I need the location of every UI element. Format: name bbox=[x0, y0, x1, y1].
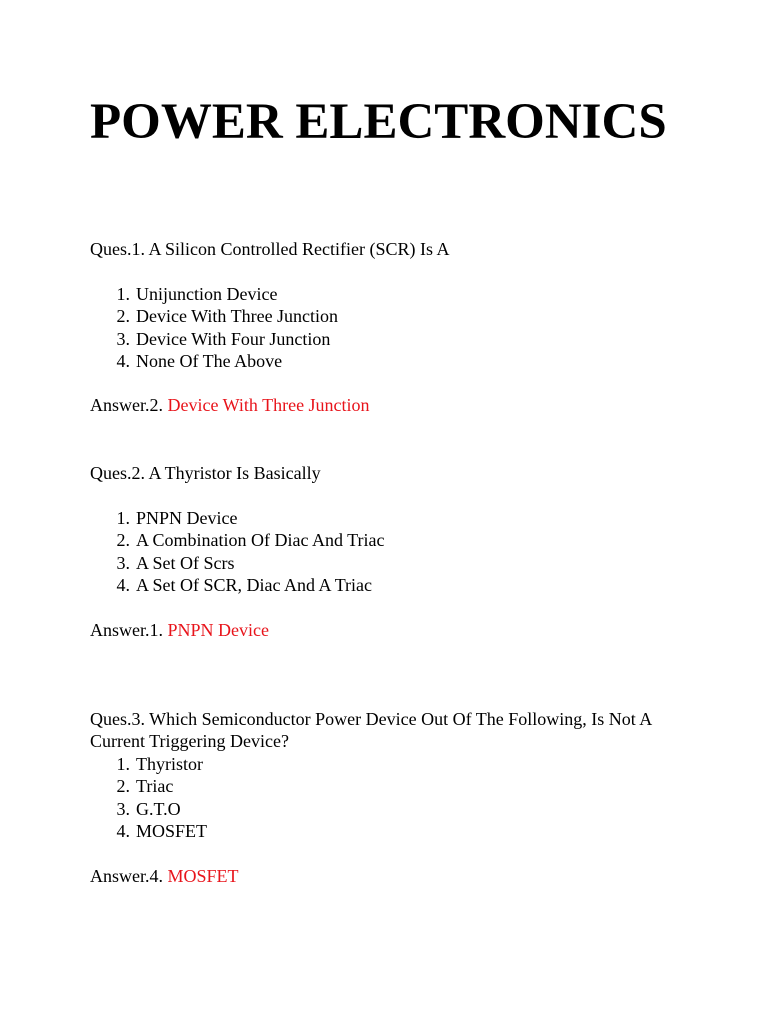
question-1-answer bbox=[90, 394, 370, 416]
option-number: 3. bbox=[116, 798, 130, 819]
option-number: 4. bbox=[116, 574, 130, 595]
question-2-answer bbox=[90, 619, 269, 641]
option-text: Triac bbox=[136, 776, 174, 797]
option-number: 2. bbox=[116, 530, 130, 551]
question-3-text: Ques.3. Which Semiconductor Power Device Out Of The Following, Is Not A Current Triggering Device? bbox=[90, 709, 652, 751]
option-text: Thyristor bbox=[136, 754, 203, 774]
option-text: A Set Of Scrs bbox=[136, 552, 235, 573]
option-text: None Of The Above bbox=[136, 350, 283, 371]
answer-value: PNPN Device bbox=[167, 620, 269, 640]
option-number: 2. bbox=[116, 306, 130, 327]
option-number: 1. bbox=[116, 284, 130, 304]
option-text: A Set Of SCR, Diac And A Triac bbox=[136, 574, 373, 595]
option-text: PNPN Device bbox=[136, 508, 238, 528]
option-number: 3. bbox=[116, 328, 130, 349]
answer-value: Device With Three Junction bbox=[167, 395, 370, 415]
option-number: 1. bbox=[116, 508, 130, 528]
option-number: 4. bbox=[116, 820, 130, 841]
option-number: 2. bbox=[116, 776, 130, 797]
question-3-answer bbox=[90, 865, 239, 887]
answer-label: Answer.4. bbox=[90, 866, 163, 886]
question-2-text: Ques.2. A Thyristor Is Basically bbox=[90, 463, 321, 483]
option-number: 3. bbox=[116, 552, 130, 573]
option-text: G.T.O bbox=[136, 798, 181, 819]
answer-label: Answer.2. bbox=[90, 395, 163, 415]
option-text: Unijunction Device bbox=[136, 284, 278, 304]
answer-value: MOSFET bbox=[167, 866, 239, 886]
question-1-text: Ques.1. A Silicon Controlled Rectifier (SCR) Is A bbox=[90, 239, 450, 259]
option-text: MOSFET bbox=[136, 820, 208, 841]
option-number: 4. bbox=[116, 350, 130, 371]
option-text: A Combination Of Diac And Triac bbox=[136, 530, 385, 551]
option-text: Device With Three Junction bbox=[136, 306, 339, 327]
answer-label: Answer.1. bbox=[90, 620, 163, 640]
option-text: Device With Four Junction bbox=[136, 328, 331, 349]
option-number: 1. bbox=[116, 754, 130, 774]
document-title: POWER ELECTRONICS bbox=[90, 94, 667, 150]
